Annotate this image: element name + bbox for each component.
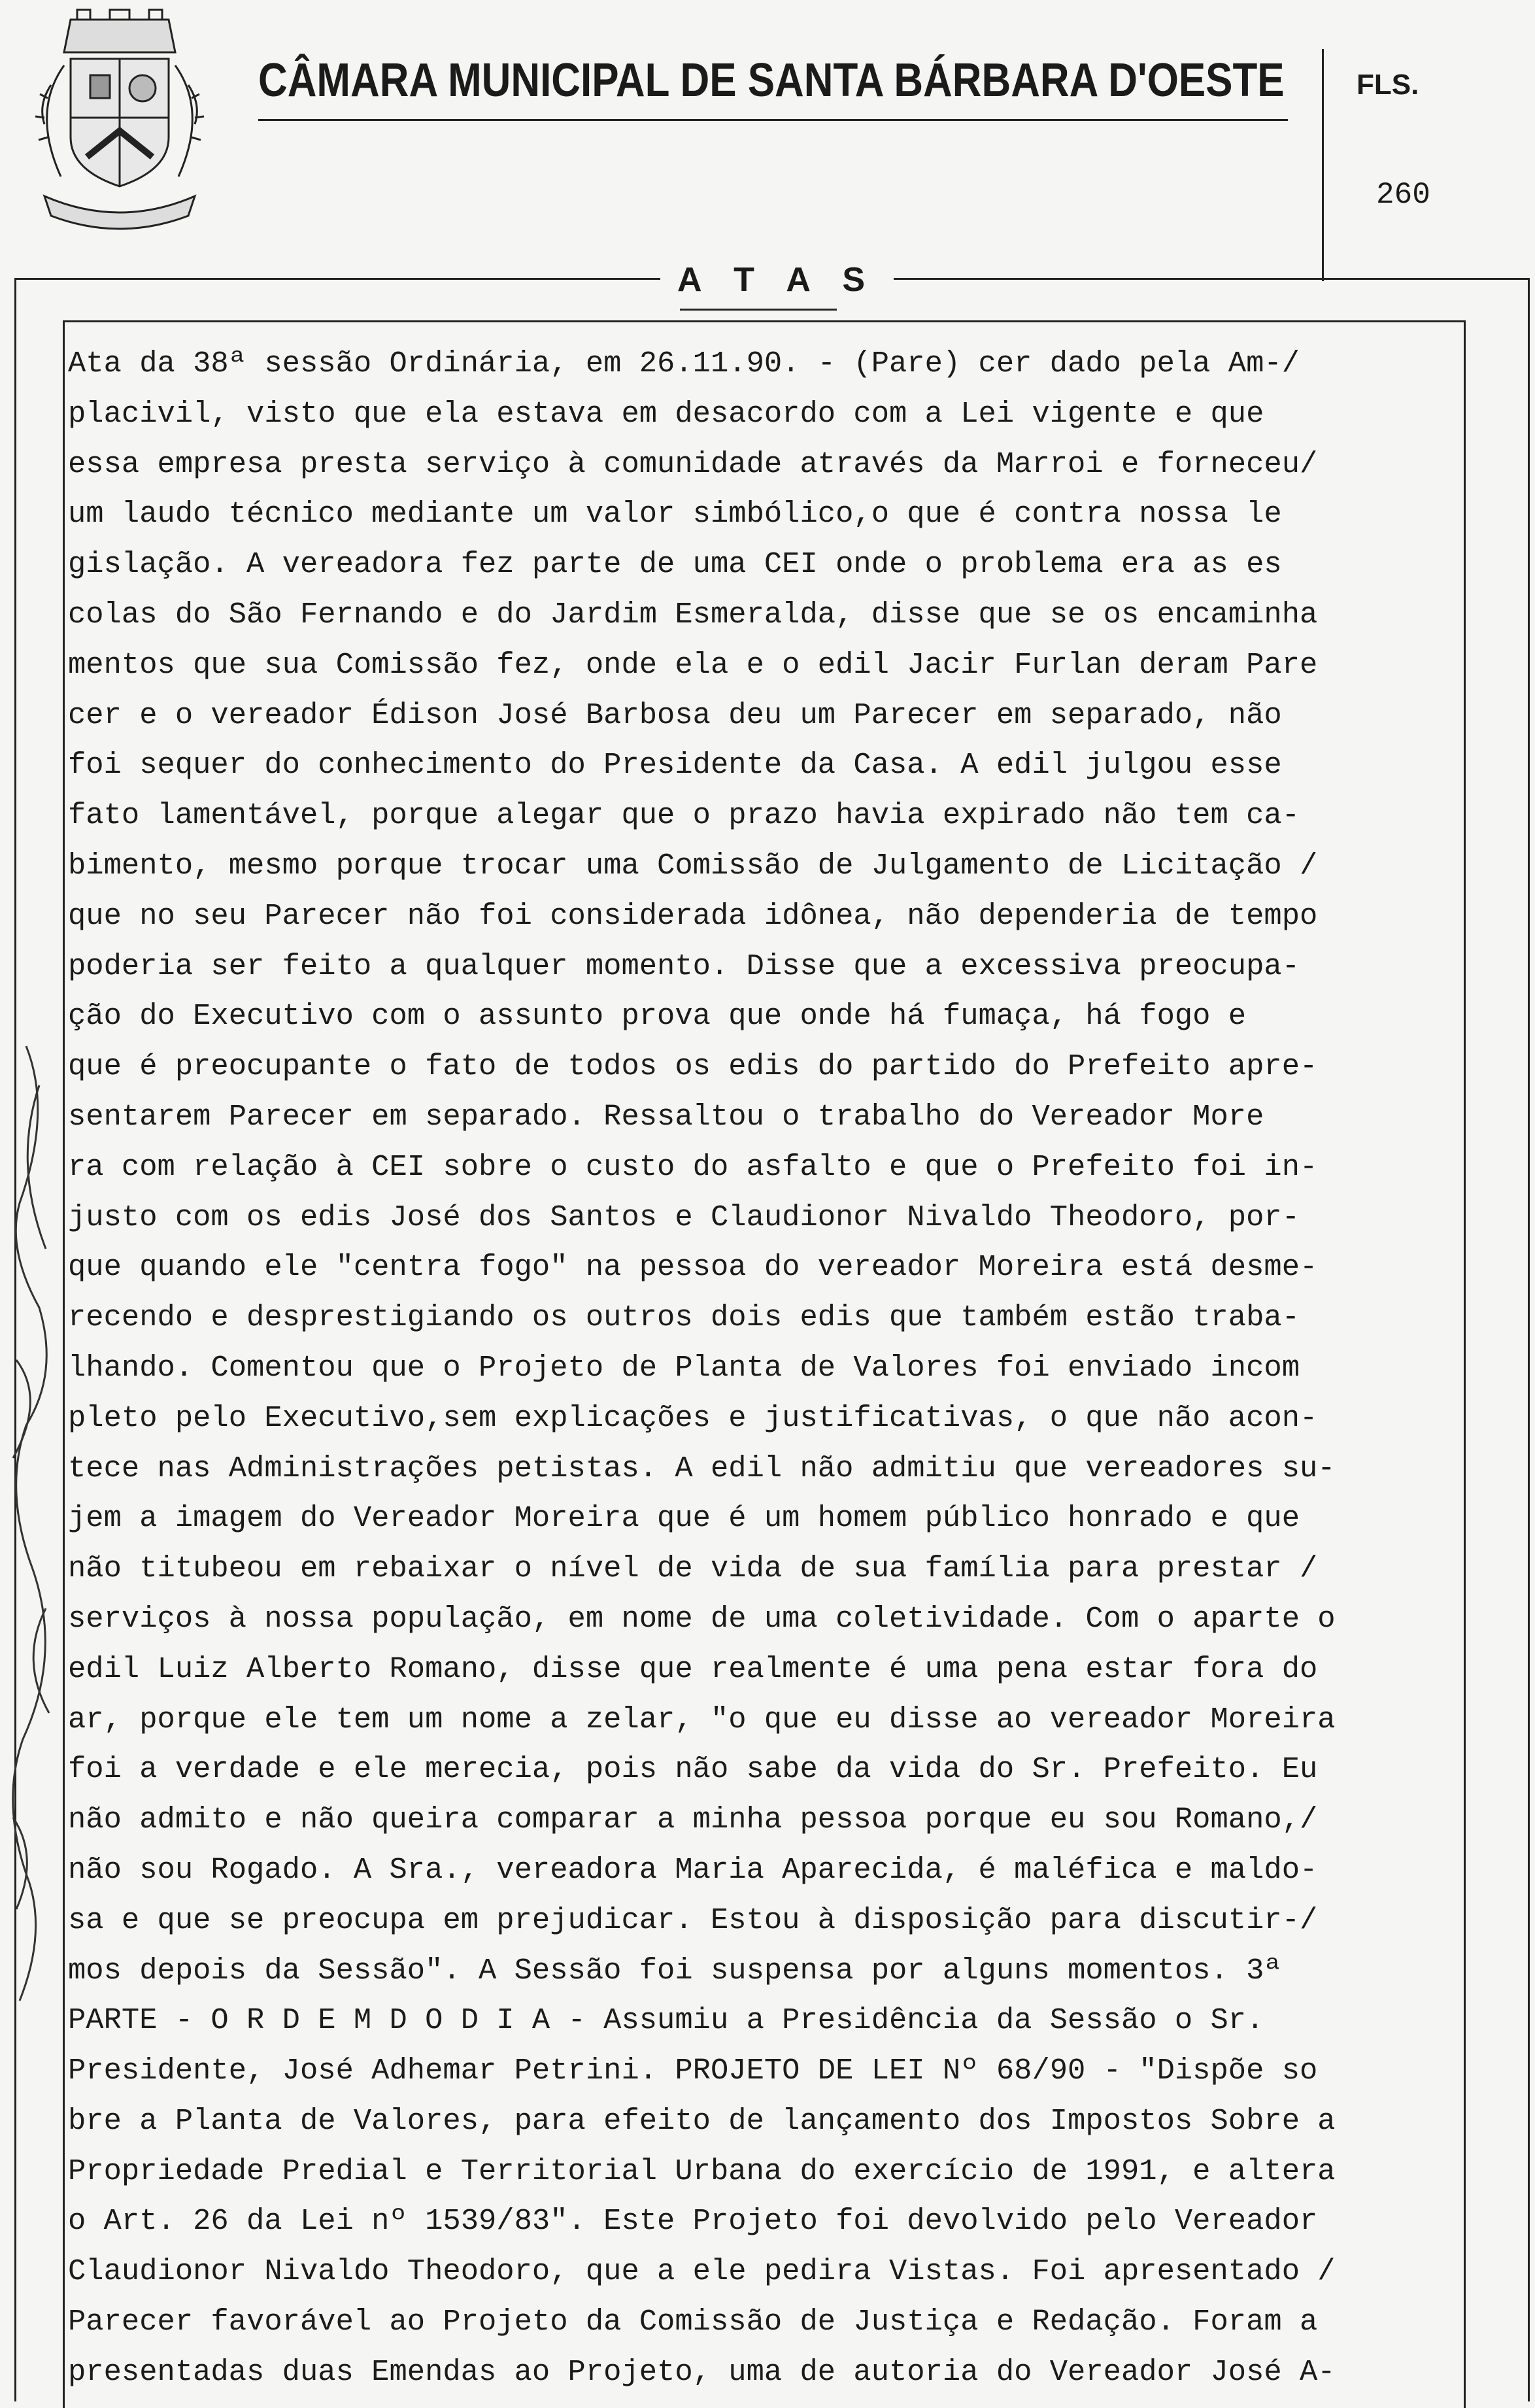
- section-title: A T A S: [660, 260, 894, 299]
- fls-label: FLS.: [1357, 69, 1419, 101]
- text-line: tece nas Administrações petistas. A edil não admitiu que vereadores su-: [68, 1451, 1336, 1485]
- text-line: gislação. A vereadora fez parte de uma CEI onde o problema era as es: [68, 547, 1282, 582]
- minutes-text: [65, 339, 1461, 2398]
- text-line: Claudionor Nivaldo Theodoro, que a ele pedira Vistas. Foi apresentado /: [68, 2254, 1336, 2289]
- text-line: cer e o vereador Édison José Barbosa deu um Parecer em separado, não: [68, 698, 1282, 732]
- text-line: mentos que sua Comissão fez, onde ela e o edil Jacir Furlan deram Pare: [68, 647, 1318, 682]
- text-line: essa empresa presta serviço à comunidade através da Marroi e forneceu/: [68, 447, 1318, 481]
- text-line: lhando. Comentou que o Projeto de Planta de Valores foi enviado incom: [68, 1350, 1300, 1385]
- text-line: ção do Executivo com o assunto prova que onde há fumaça, há fogo e: [68, 999, 1247, 1034]
- header-divider: [1322, 49, 1324, 281]
- text-line: recendo e desprestigiando os outros dois edis que também estão traba-: [68, 1300, 1300, 1335]
- page-number: 260: [1376, 178, 1430, 212]
- text-line: Presidente, José Adhemar Petrini. PROJETO DE LEI Nº 68/90 - "Dispõe so: [68, 2054, 1318, 2088]
- text-line: Ata da 38ª sessão Ordinária, em 26.11.90. - (Pare) cer dado pela Am-/: [68, 347, 1300, 381]
- text-line: Propriedade Predial e Territorial Urbana do exercício de 1991, e altera: [68, 2154, 1336, 2188]
- text-line: foi sequer do conhecimento do Presidente da Casa. A edil julgou esse: [68, 748, 1282, 783]
- text-line: fato lamentável, porque alegar que o prazo havia expirado não tem ca-: [68, 798, 1300, 833]
- text-line: pleto pelo Executivo,sem explicações e justificativas, o que não acon-: [68, 1400, 1318, 1435]
- text-line: mos depois da Sessão". A Sessão foi suspensa por alguns momentos. 3ª: [68, 1953, 1282, 1988]
- text-line: que quando ele "centra fogo" na pessoa do vereador Moreira está desme-: [68, 1250, 1318, 1285]
- text-line: não admito e não queira comparar a minha pessoa porque eu sou Romano,/: [68, 1803, 1318, 1837]
- text-line: bre a Planta de Valores, para efeito de lançamento dos Impostos Sobre a: [68, 2103, 1336, 2138]
- text-line: um laudo técnico mediante um valor simbólico,o que é contra nossa le: [68, 497, 1282, 532]
- text-line: colas do São Fernando e do Jardim Esmeralda, disse que se os encaminha: [68, 597, 1318, 632]
- text-line: o Art. 26 da Lei nº 1539/83". Este Projeto foi devolvido pelo Vereador: [68, 2204, 1318, 2239]
- text-line: bimento, mesmo porque trocar uma Comissão de Julgamento de Licitação /: [68, 848, 1318, 883]
- text-line: sentarem Parecer em separado. Ressaltou o trabalho do Vereador More: [68, 1099, 1264, 1134]
- section-title-underline: [680, 309, 837, 311]
- text-line: ra com relação à CEI sobre o custo do asfalto e que o Prefeito foi in-: [68, 1149, 1318, 1184]
- page-header: [0, 0, 1535, 294]
- text-line: PARTE - O R D E M D O D I A - Assumiu a Presidência da Sessão o Sr.: [68, 2003, 1264, 2038]
- institution-name: CÂMARA MUNICIPAL DE SANTA BÁRBARA D'OESTE: [258, 54, 1285, 107]
- text-line: Parecer favorável ao Projeto da Comissão de Justiça e Redação. Foram a: [68, 2305, 1318, 2339]
- text-line: presentadas duas Emendas ao Projeto, uma de autoria do Vereador José A-: [68, 2354, 1336, 2389]
- text-line: que no seu Parecer não foi considerada idônea, não dependeria de tempo: [68, 898, 1318, 933]
- text-line: sa e que se preocupa em prejudicar. Estou à disposição para discutir-/: [68, 1903, 1318, 1937]
- text-line: justo com os edis José dos Santos e Claudionor Nivaldo Theodoro, por-: [68, 1200, 1300, 1234]
- text-line: poderia ser feito a qualquer momento. Disse que a excessiva preocupa-: [68, 949, 1300, 983]
- text-line: foi a verdade e ele merecia, pois não sabe da vida do Sr. Prefeito. Eu: [68, 1752, 1318, 1787]
- text-line: que é preocupante o fato de todos os edis do partido do Prefeito apre-: [68, 1049, 1318, 1084]
- text-line: jem a imagem do Vereador Moreira que é um homem público honrado e que: [68, 1501, 1300, 1536]
- header-rule: [258, 119, 1288, 121]
- margin-signature-icon: [0, 1033, 72, 2014]
- text-line: não sou Rogado. A Sra., vereadora Maria Aparecida, é maléfica e maldo-: [68, 1852, 1318, 1887]
- text-line: placivil, visto que ela estava em desacordo com a Lei vigente e que: [68, 396, 1264, 431]
- text-line: não titubeou em rebaixar o nível de vida de sua família para prestar /: [68, 1552, 1318, 1586]
- text-line: ar, porque ele tem um nome a zelar, "o que eu disse ao vereador Moreira: [68, 1702, 1336, 1737]
- text-line: serviços à nossa população, em nome de uma coletividade. Com o aparte o: [68, 1601, 1336, 1636]
- text-line: edil Luiz Alberto Romano, disse que realmente é uma pena estar fora do: [68, 1652, 1318, 1686]
- coat-of-arms-icon: [25, 7, 214, 235]
